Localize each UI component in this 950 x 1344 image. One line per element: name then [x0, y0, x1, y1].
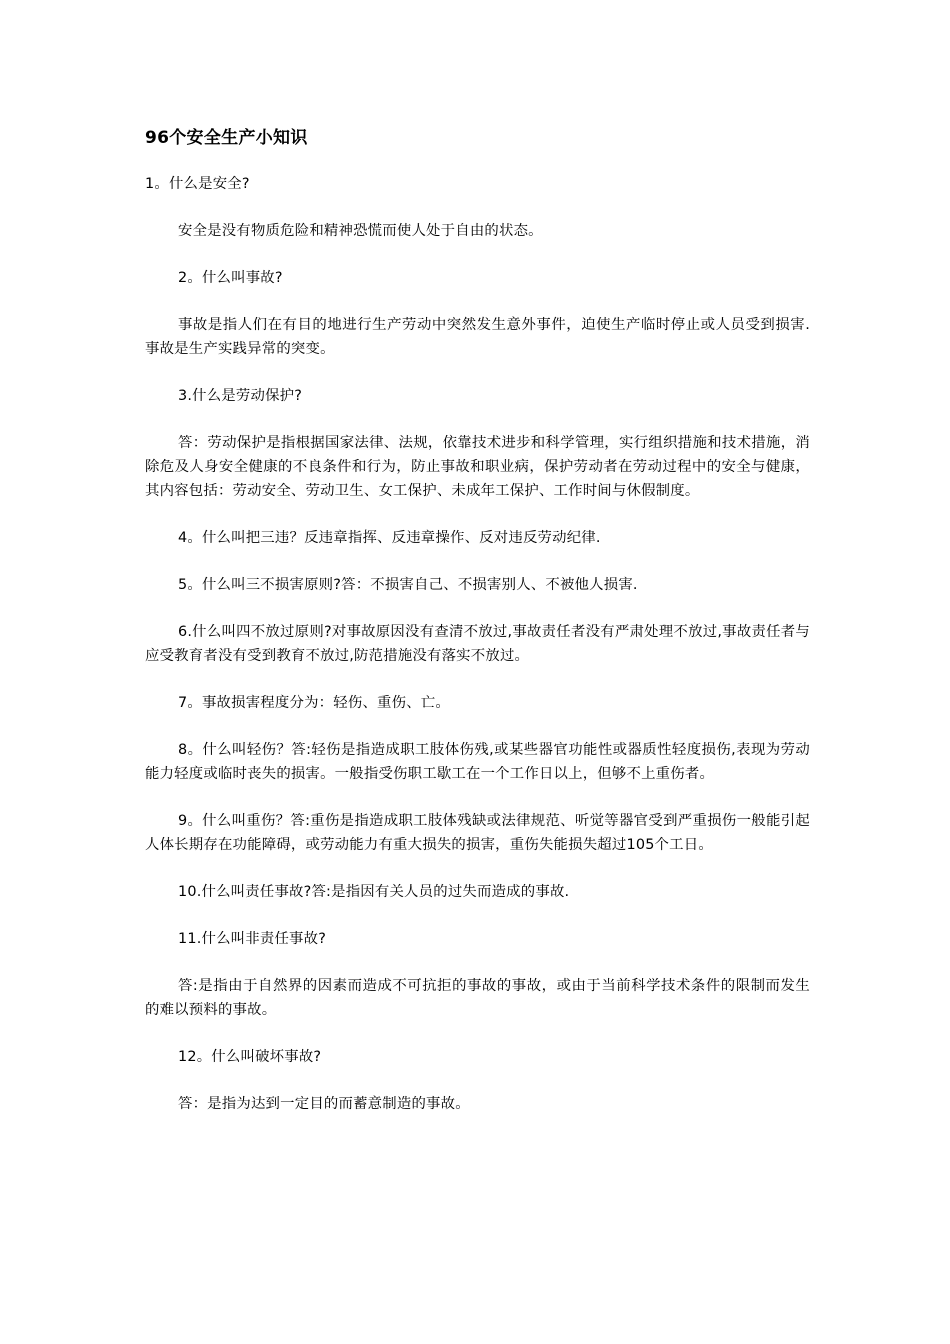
- paragraph: 5。什么叫三不损害原则?答：不损害自己、不损害别人、不被他人损害.: [178, 577, 638, 593]
- paragraph: 4。什么叫把三违？反违章指挥、反违章操作、反对违反劳动纪律.: [178, 530, 601, 546]
- paragraph: 8。什么叫轻伤？答:轻伤是指造成职工肢体伤残,或某些器官功能性或器质性轻度损伤,表现为劳动能力轻度或临时丧失的损害。一般指受伤职工歇工在一个工作日以上，但够不上重伤者。: [145, 742, 810, 782]
- paragraph: 答：劳动保护是指根据国家法律、法规，依靠技术进步和科学管理，实行组织措施和技术措施，消除危及人身安全健康的不良条件和行为，防止事故和职业病，保护劳动者在劳动过程中的安全与健康，其内容包括：劳动安全、劳动卫生、女工保护、未成年工保护、工作时间与休假制度。: [145, 435, 810, 499]
- paragraph: 2。什么叫事故?: [178, 270, 283, 286]
- paragraph: 安全是没有物质危险和精神恐慌而使人处于自由的状态。: [178, 223, 543, 239]
- paragraph: 12。什么叫破坏事故?: [178, 1049, 322, 1065]
- paragraph: 答：是指为达到一定目的而蓄意制造的事故。: [178, 1096, 470, 1112]
- paragraph: 10.什么叫责任事故?答:是指因有关人员的过失而造成的事故.: [178, 884, 570, 900]
- paragraph: 事故是指人们在有目的地进行生产劳动中突然发生意外事件，迫使生产临时停止或人员受到损害.事故是生产实践异常的突变。: [145, 317, 810, 357]
- paragraph: 答:是指由于自然界的因素而造成不可抗拒的事故的事故，或由于当前科学技术条件的限制而发生的难以预料的事故。: [145, 978, 810, 1018]
- paragraph: 7。事故损害程度分为：轻伤、重伤、亡。: [178, 695, 450, 711]
- paragraph: 9。什么叫重伤？答:重伤是指造成职工肢体残缺或法律规范、听觉等器官受到严重损伤一般能引起人体长期存在功能障碍，或劳动能力有重大损失的损害，重伤失能损失超过105个工日。: [145, 813, 810, 853]
- paragraph: 11.什么叫非责任事故?: [178, 931, 327, 947]
- document-body: [145, 126, 810, 1139]
- paragraph: 6.什么叫四不放过原则?对事故原因没有查清不放过,事故责任者没有严肃处理不放过,事故责任者与应受教育者没有受到教育不放过,防范措施没有落实不放过。: [145, 624, 810, 664]
- paragraph: 3.什么是劳动保护?: [178, 388, 303, 404]
- paragraph: 1。什么是安全?: [145, 176, 250, 192]
- document-title: 96个安全生产小知识: [145, 128, 308, 148]
